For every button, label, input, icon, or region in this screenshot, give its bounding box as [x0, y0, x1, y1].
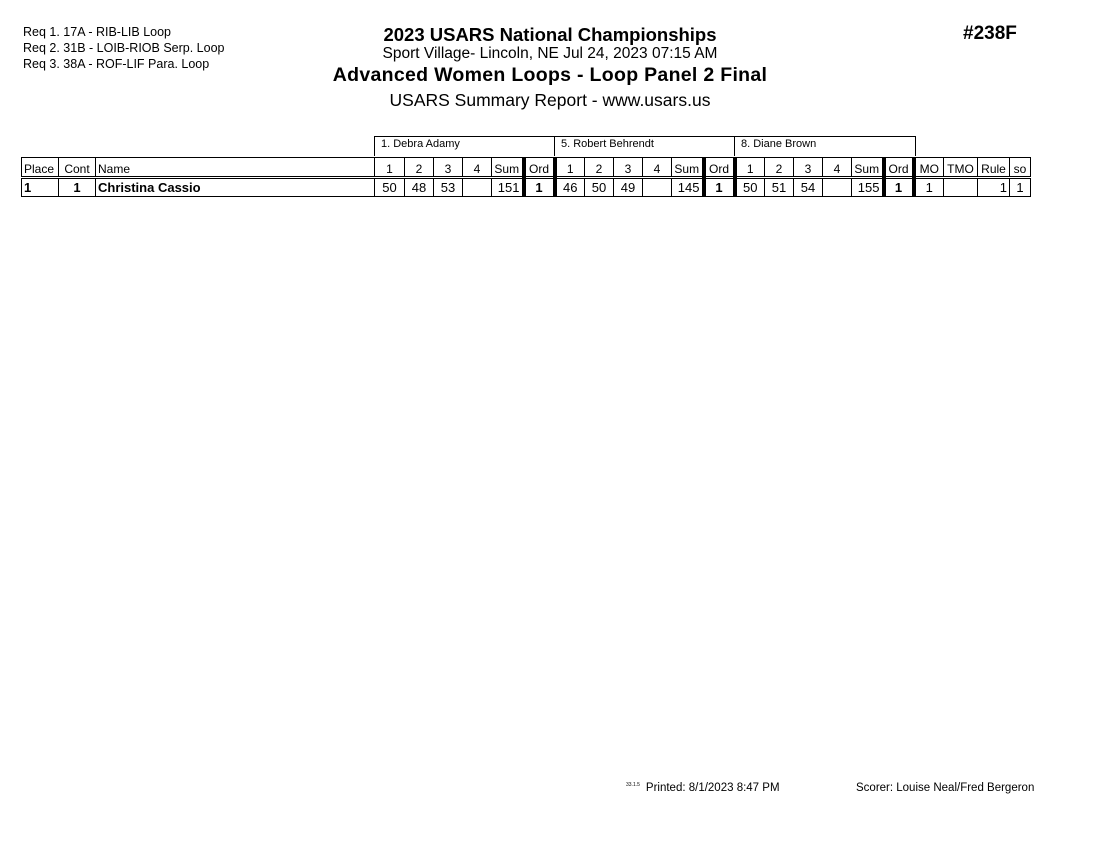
printed-date: Printed: 8/1/2023 8:47 PM [645, 782, 780, 794]
col-so: so [1010, 158, 1031, 178]
cell-j2-ord: 1 [704, 178, 735, 197]
cell-j2-sum: 145 [672, 178, 704, 197]
cell-j3-ord: 1 [884, 178, 914, 197]
col-j1-3: 3 [434, 158, 463, 178]
cell-j3-sum: 155 [852, 178, 884, 197]
col-tmo: TMO [944, 158, 978, 178]
col-j2-1: 1 [555, 158, 585, 178]
cell-j3-3: 54 [794, 178, 823, 197]
col-j3-2: 2 [765, 158, 794, 178]
cell-place: 1 [22, 178, 59, 197]
col-j1-1: 1 [375, 158, 405, 178]
col-rule: Rule [978, 158, 1010, 178]
col-j2-ord: Ord [704, 158, 735, 178]
table-row [22, 178, 1031, 197]
cell-mo: 1 [914, 178, 944, 197]
col-j3-4: 4 [823, 158, 852, 178]
requirement-2: Req 2. 31B - LOIB-RIOB Serp. Loop [23, 41, 225, 55]
col-j1-ord: Ord [524, 158, 555, 178]
cell-j1-3: 53 [434, 178, 463, 197]
cell-name: Christina Cassio [96, 178, 375, 197]
col-j1-4: 4 [463, 158, 492, 178]
cell-j1-4 [463, 178, 492, 197]
judge-header-2: 5. Robert Behrendt [554, 136, 735, 156]
cell-tmo [944, 178, 978, 197]
event-number: #238F [963, 23, 1017, 44]
cell-j1-2: 48 [405, 178, 434, 197]
judge-header-1: 1. Debra Adamy [374, 136, 555, 156]
cell-j1-sum: 151 [492, 178, 524, 197]
requirements-list [23, 24, 225, 72]
col-j3-3: 3 [794, 158, 823, 178]
event-title: Advanced Women Loops - Loop Panel 2 Final [332, 64, 768, 86]
col-j2-3: 3 [614, 158, 643, 178]
cell-j1-ord: 1 [524, 178, 555, 197]
competition-title: 2023 USARS National Championships [383, 24, 717, 45]
cell-rule: 1 [978, 178, 1010, 197]
col-place: Place [22, 158, 59, 178]
cell-j3-4 [823, 178, 852, 197]
table-header-row [22, 158, 1031, 178]
judge-header-3: 8. Diane Brown [734, 136, 916, 156]
cell-j2-3: 49 [614, 178, 643, 197]
version-text: 33.1.5 [626, 782, 640, 789]
cell-so: 1 [1010, 178, 1031, 197]
col-j3-ord: Ord [884, 158, 914, 178]
col-j2-sum: Sum [672, 158, 704, 178]
cell-j1-1: 50 [375, 178, 405, 197]
printed-footer [626, 782, 780, 794]
col-name: Name [96, 158, 375, 178]
cell-j2-1: 46 [555, 178, 585, 197]
results-table [21, 157, 1031, 197]
report-title: USARS Summary Report - www.usars.us [389, 90, 711, 110]
scorer-footer: Scorer: Louise Neal/Fred Bergeron [856, 782, 1035, 794]
col-j3-sum: Sum [852, 158, 884, 178]
col-j1-sum: Sum [492, 158, 524, 178]
venue-date: Sport Village- Lincoln, NE Jul 24, 2023 07:15 AM [382, 45, 718, 62]
cell-j2-4 [643, 178, 672, 197]
col-j2-4: 4 [643, 158, 672, 178]
col-mo: MO [914, 158, 944, 178]
requirement-1: Req 1. 17A - RIB-LIB Loop [23, 25, 172, 39]
col-j1-2: 2 [405, 158, 434, 178]
cell-cont: 1 [59, 178, 96, 197]
col-cont: Cont [59, 158, 96, 178]
cell-j3-2: 51 [765, 178, 794, 197]
col-j3-1: 1 [735, 158, 765, 178]
col-j2-2: 2 [585, 158, 614, 178]
cell-j3-1: 50 [735, 178, 765, 197]
cell-j2-2: 50 [585, 178, 614, 197]
requirement-3: Req 3. 38A - ROF-LIF Para. Loop [23, 57, 210, 71]
